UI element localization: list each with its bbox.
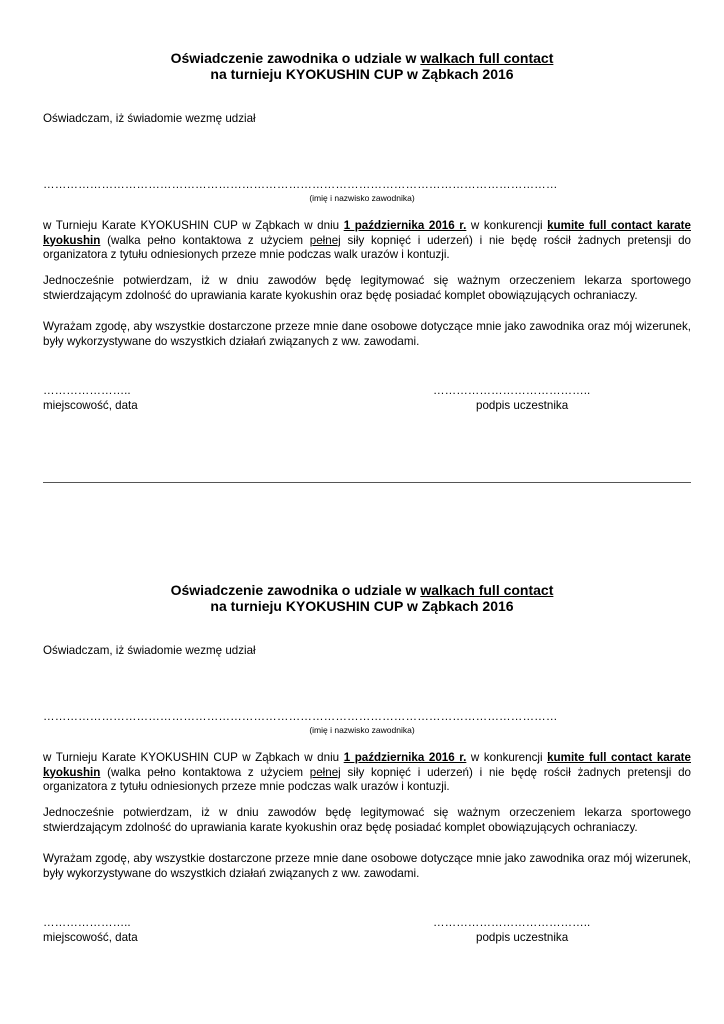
- paragraph-medical: Jednocześnie potwierdzam, iż w dniu zawodów będę legitymować się ważnym orzeczeniem lekarza sportowego stwierdzającym zdolność do uprawiania karate kyokushin oraz będę posiadać komplet obowiązujących ochraniaczy.: [43, 806, 691, 834]
- name-caption: (imię i nazwisko zawodnika): [309, 193, 415, 203]
- signature-field[interactable]: …………………………………..: [433, 916, 591, 929]
- form-title-line2: na turnieju KYOKUSHIN CUP w Ząbkach 2016: [210, 66, 514, 82]
- declaration-form-top: [0, 0, 724, 470]
- title-prefix: Oświadczenie zawodnika o udziale w: [170, 582, 421, 598]
- paragraph-participation: [43, 751, 691, 795]
- title-underlined: walkach full contact: [420, 582, 554, 598]
- form-title-line1: [0, 582, 724, 599]
- competition-name: kumite full contact karate kyokushin: [43, 219, 691, 247]
- signature-label: podpis uczestnika: [476, 399, 569, 412]
- signature-field[interactable]: …………………………………..: [433, 384, 591, 397]
- declare-intro: Oświadczam, iż świadomie wezmę udział: [43, 112, 256, 125]
- place-date-label: miejscowość, data: [43, 931, 138, 944]
- event-date: 1 października 2016 r.: [343, 219, 467, 232]
- form-title-line1: [0, 50, 724, 67]
- p1-full-word: pełnej: [309, 765, 341, 779]
- p1-part4: siły kopnięć i uderzeń) i nie będę rościł żadnych pretensji do organizatora z tytułu odniesionych przeze mnie podczas walk urazów i kontuzji.: [43, 233, 691, 261]
- title-underlined: walkach full contact: [420, 50, 554, 66]
- paragraph-medical: Jednocześnie potwierdzam, iż w dniu zawodów będę legitymować się ważnym orzeczeniem lekarza sportowego stwierdzającym zdolność do uprawiania karate kyokushin oraz będę posiadać komplet obowiązujących ochraniaczy.: [43, 274, 691, 302]
- declare-intro: Oświadczam, iż świadomie wezmę udział: [43, 644, 256, 657]
- p1-part3: (walka pełno kontaktowa z użyciem: [100, 233, 310, 247]
- paragraph-consent: Wyrażam zgodę, aby wszystkie dostarczone przeze mnie dane osobowe dotyczące mnie jako zawodnika oraz mój wizerunek, były wykorzystywane do wszystkich działań związanych z ww. zawodami.: [43, 852, 691, 880]
- event-date: 1 października 2016 r.: [343, 751, 467, 764]
- form-title-line2: na turnieju KYOKUSHIN CUP w Ząbkach 2016: [210, 598, 514, 614]
- place-date-field[interactable]: …………………..: [43, 384, 131, 397]
- paragraph-consent: Wyrażam zgodę, aby wszystkie dostarczone przeze mnie dane osobowe dotyczące mnie jako zawodnika oraz mój wizerunek, były wykorzystywane do wszystkich działań związanych z ww. zawodami.: [43, 320, 691, 348]
- place-date-field[interactable]: …………………..: [43, 916, 131, 929]
- signature-label: podpis uczestnika: [476, 931, 569, 944]
- paragraph-participation: [43, 219, 691, 263]
- title-prefix: Oświadczenie zawodnika o udziale w: [170, 50, 421, 66]
- p1-part1: w Turnieju Karate KYOKUSHIN CUP w Ząbkach w dniu: [43, 751, 344, 764]
- p1-full-word: pełnej: [309, 233, 341, 247]
- competition-name: kumite full contact karate kyokushin: [43, 751, 691, 779]
- name-field[interactable]: ……………………………………………………………………………………………………………………: [43, 178, 558, 191]
- name-caption: (imię i nazwisko zawodnika): [309, 725, 415, 735]
- place-date-label: miejscowość, data: [43, 399, 138, 412]
- p1-part1: w Turnieju Karate KYOKUSHIN CUP w Ząbkach w dniu: [43, 219, 344, 232]
- p1-part3: (walka pełno kontaktowa z użyciem: [100, 765, 310, 779]
- p1-part4: siły kopnięć i uderzeń) i nie będę rościł żadnych pretensji do organizatora z tytułu odniesionych przeze mnie podczas walk urazów i kontuzji.: [43, 765, 691, 793]
- p1-part2: w konkurencji: [466, 219, 548, 232]
- declaration-form-bottom: [0, 532, 724, 1002]
- p1-part2: w konkurencji: [466, 751, 548, 764]
- cut-line-divider: [43, 482, 691, 483]
- name-field[interactable]: ……………………………………………………………………………………………………………………: [43, 710, 558, 723]
